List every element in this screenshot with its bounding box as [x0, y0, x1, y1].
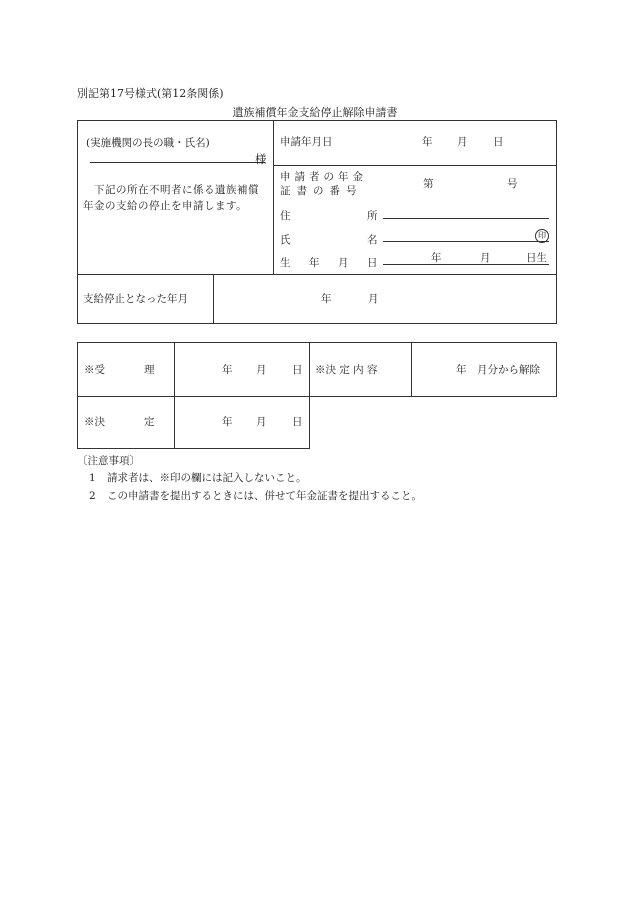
application-day: 日: [493, 136, 504, 148]
request-text: 下記の所在不明者に係る遺族補償年金の支給の停止を申請します。: [83, 184, 259, 212]
decision-label-2: 定: [144, 416, 155, 428]
pension-cert-label-line2: 証書の番号: [280, 185, 363, 197]
suspension-label: 支給停止となった年月: [83, 293, 188, 305]
decision-year: 年: [222, 416, 233, 428]
decision-month: 月: [256, 416, 267, 428]
name-field[interactable]: [383, 241, 549, 242]
birth-label-2: 年: [309, 257, 320, 269]
note-2-text: この申請書を提出するときには、併せて年金証書を提出すること。: [107, 490, 422, 502]
receipt-year: 年: [222, 364, 233, 376]
name-label-1: 氏: [280, 234, 291, 246]
cert-go: 号: [507, 178, 518, 190]
suspension-month: 月: [368, 293, 379, 305]
cert-dai: 第: [423, 178, 434, 190]
birth-label-1: 生: [280, 257, 291, 269]
form-title: 遺族補償年金支給停止解除申請書: [232, 106, 398, 119]
seal-mark: 印: [535, 229, 549, 243]
note-1-text: 請求者は、※印の欄には記入しないこと。: [107, 472, 307, 484]
honorific: 様: [255, 152, 267, 166]
application-date-label: 申請年月日: [280, 136, 333, 148]
form-number: 別記第17号様式(第12条関係): [77, 87, 224, 100]
decision-content-label: ※決 定 内 容: [315, 364, 378, 376]
note-1-number: 1: [89, 472, 96, 484]
address-label-1: 住: [280, 210, 291, 222]
notes-heading: 〔注意事項〕: [77, 455, 140, 467]
addressee-label: (実施機関の長の職・氏名): [86, 137, 210, 149]
decision-label-1: ※決: [84, 416, 105, 428]
birth-label-3: 月: [338, 257, 349, 269]
application-year: 年: [422, 136, 433, 148]
receipt-month: 月: [256, 364, 267, 376]
receipt-day: 日: [292, 364, 303, 376]
address-field[interactable]: [383, 218, 549, 219]
decision-day: 日: [292, 416, 303, 428]
birth-year: 年: [431, 252, 442, 264]
application-month: 月: [457, 136, 468, 148]
pension-cert-label-line1: 申請者の年金: [280, 171, 367, 183]
decision-content-text: 月分から解除: [477, 364, 540, 376]
address-label-2: 所: [367, 210, 378, 222]
addressee-line[interactable]: [90, 162, 265, 163]
note-2-number: 2: [89, 490, 96, 502]
suspension-year: 年: [321, 293, 332, 305]
decision-content-year: 年: [456, 364, 467, 376]
name-label-2: 名: [367, 234, 378, 246]
birth-label-4: 日: [367, 257, 378, 269]
birth-month: 月: [480, 252, 491, 264]
receipt-label-2: 理: [144, 364, 155, 376]
birth-day: 日生: [526, 252, 547, 264]
receipt-label-1: ※受: [84, 364, 105, 376]
birth-date-field[interactable]: [383, 264, 549, 265]
